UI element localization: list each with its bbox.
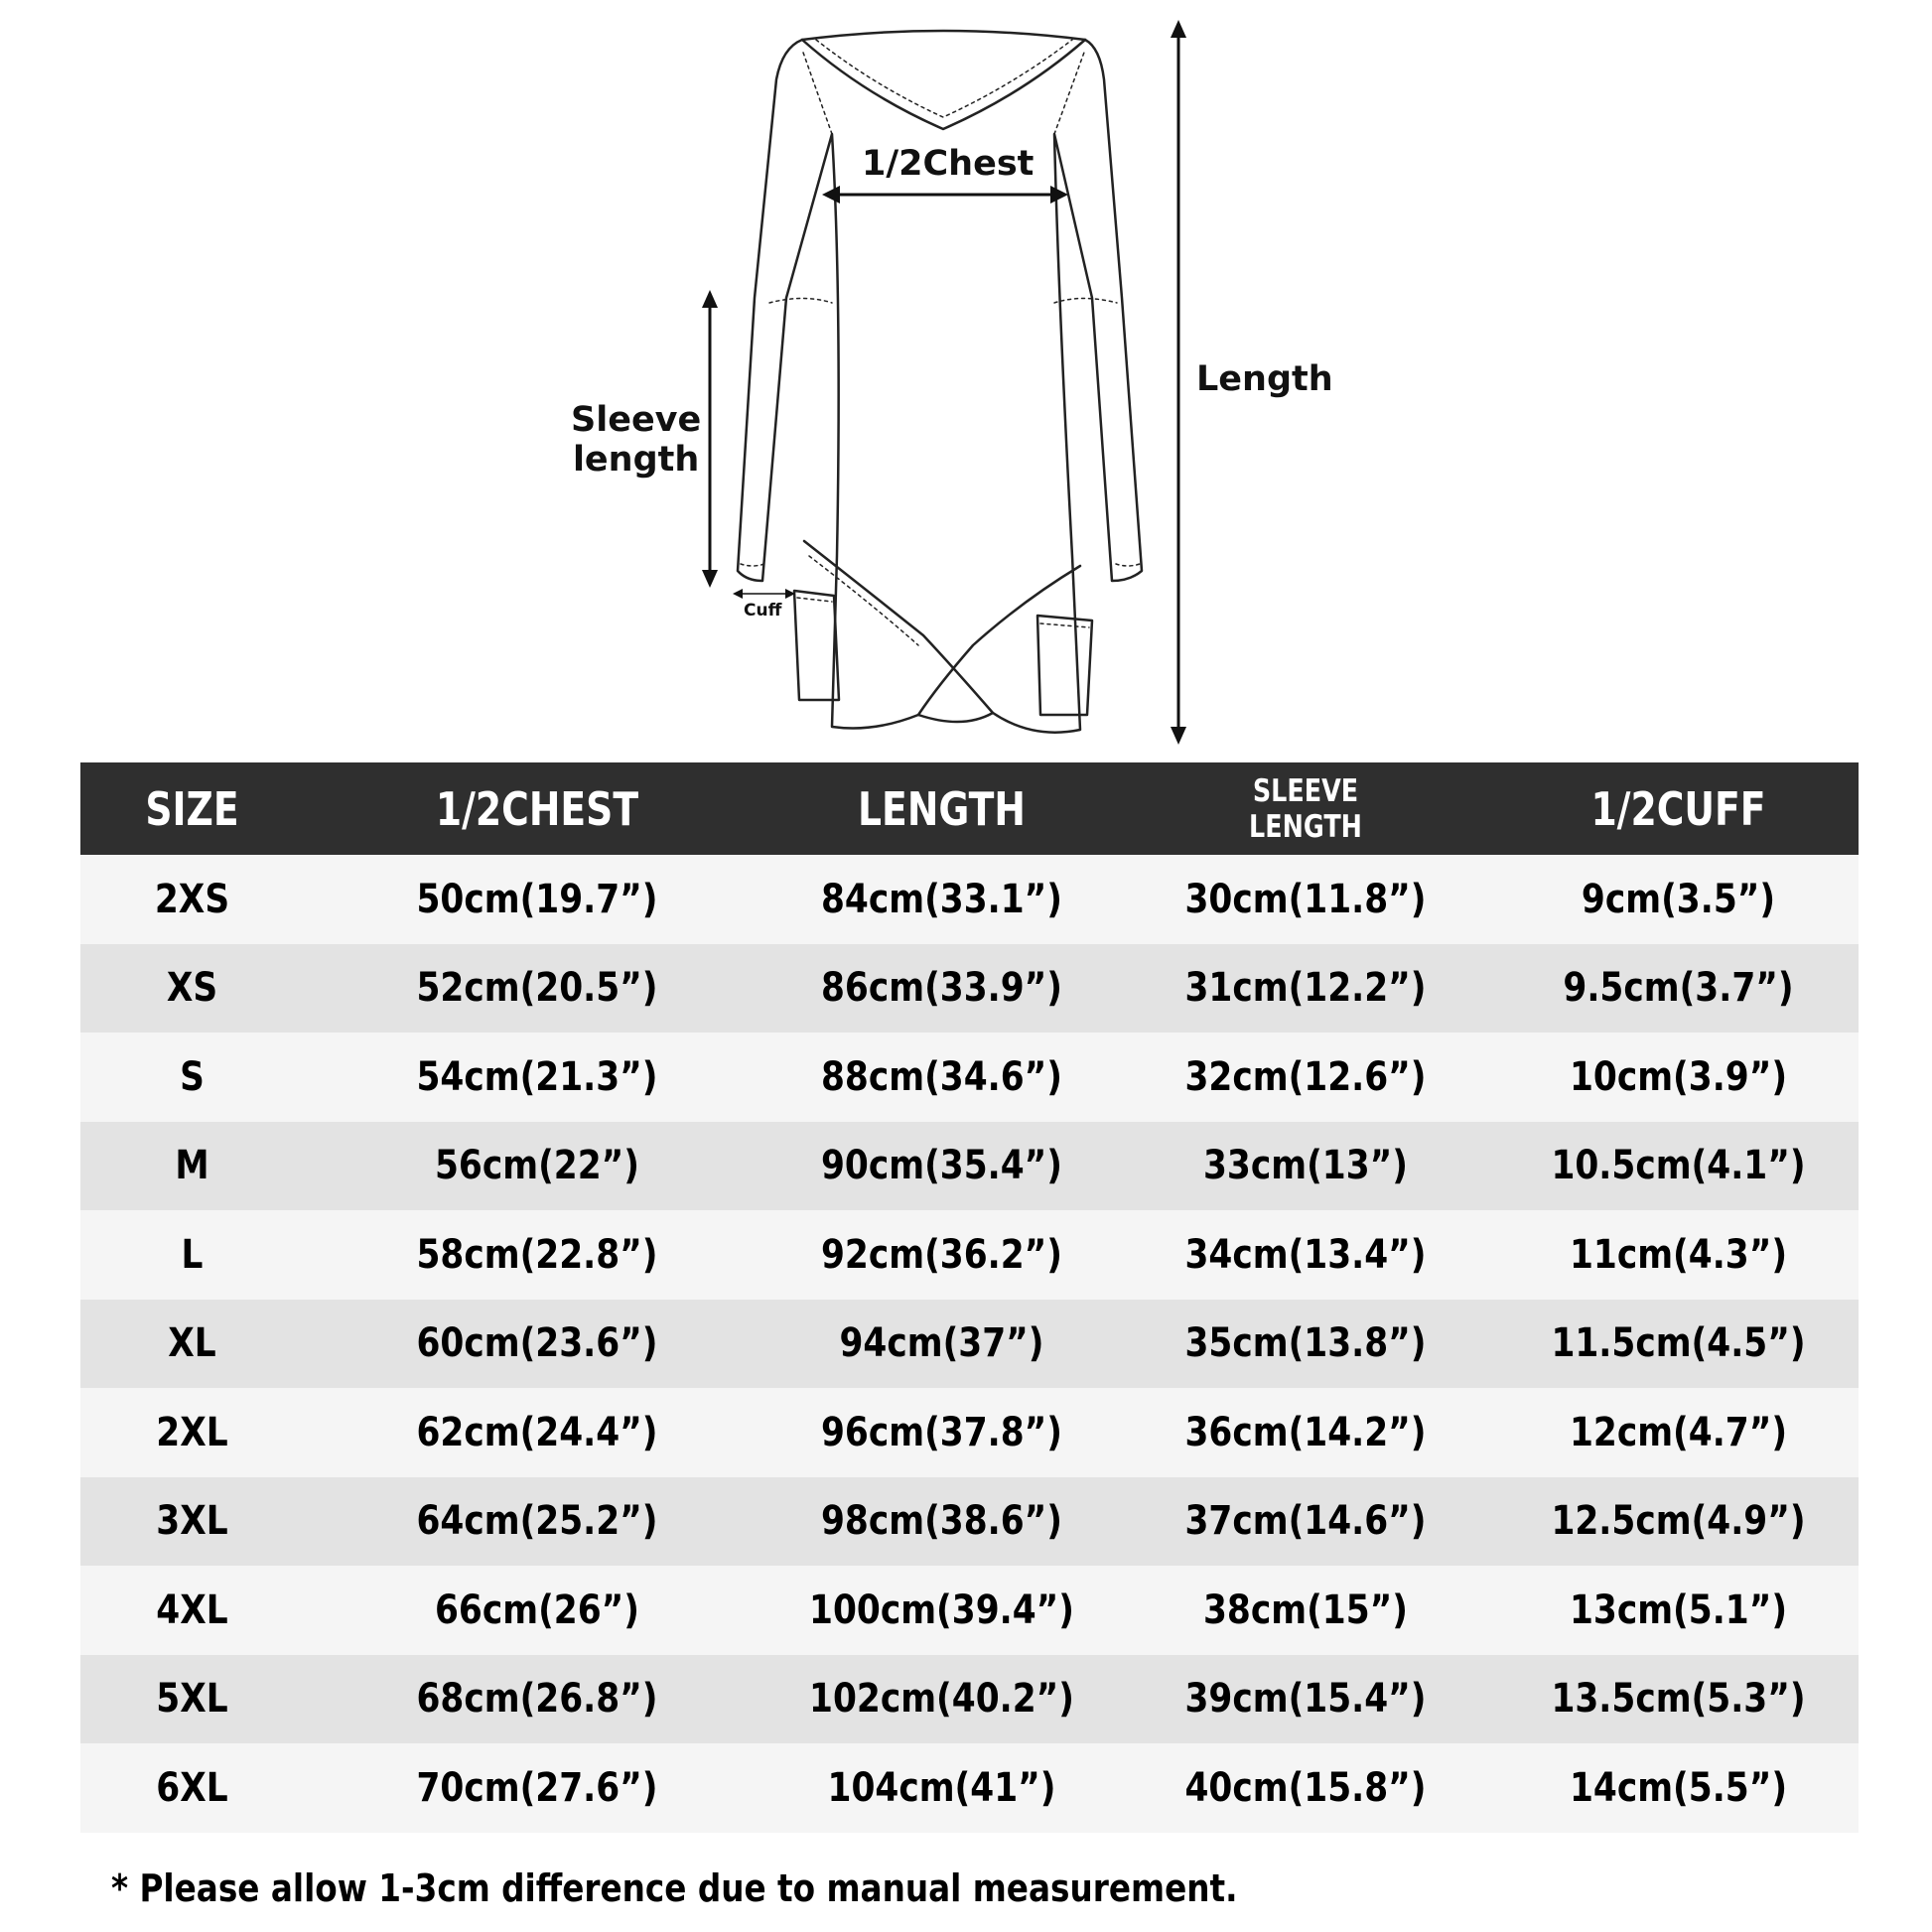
measurement-cell: 68cm(26.8”) <box>416 1676 658 1723</box>
measurement-cell: 60cm(23.6”) <box>416 1320 658 1367</box>
measurement-cell: 9.5cm(3.7”) <box>1563 965 1794 1012</box>
measurement-cell: 94cm(37”) <box>839 1320 1044 1367</box>
size-cell: XS <box>166 965 218 1012</box>
measurement-cell: 31cm(12.2”) <box>1184 965 1427 1012</box>
measurement-cell: 35cm(13.8”) <box>1184 1320 1427 1367</box>
header-half-cuff: 1/2CUFF <box>1590 781 1766 836</box>
measurement-cell: 12.5cm(4.9”) <box>1551 1498 1806 1545</box>
sleeve-length-label <box>571 400 701 480</box>
measurement-cell: 39cm(15.4”) <box>1184 1676 1427 1723</box>
measurement-cell: 98cm(38.6”) <box>820 1498 1063 1545</box>
measurement-cell: 34cm(13.4”) <box>1184 1231 1427 1278</box>
size-cell: 6XL <box>156 1764 228 1811</box>
size-cell: L <box>181 1231 204 1278</box>
measurement-cell: 36cm(14.2”) <box>1184 1409 1427 1455</box>
measurement-cell: 11cm(4.3”) <box>1569 1231 1788 1278</box>
table-row <box>80 1033 1859 1122</box>
measurement-cell: 37cm(14.6”) <box>1184 1498 1427 1545</box>
measurement-cell: 100cm(39.4”) <box>809 1587 1074 1633</box>
size-cell: S <box>180 1053 205 1100</box>
measurement-cell: 84cm(33.1”) <box>820 876 1063 922</box>
measurement-cell: 104cm(41”) <box>827 1764 1056 1811</box>
header-sleeve-line2: LENGTH <box>1249 808 1362 845</box>
measurement-cell: 92cm(36.2”) <box>820 1231 1063 1278</box>
dress-outline-drawing <box>0 0 1932 755</box>
header-half-chest: 1/2CHEST <box>435 781 639 836</box>
size-cell: 3XL <box>156 1498 228 1545</box>
measurement-cell: 90cm(35.4”) <box>820 1143 1063 1189</box>
table-row <box>80 1388 1859 1477</box>
measurement-cell: 88cm(34.6”) <box>820 1053 1063 1100</box>
table-header-row <box>80 762 1859 855</box>
measurement-cell: 10.5cm(4.1”) <box>1551 1143 1806 1189</box>
measurement-cell: 30cm(11.8”) <box>1184 876 1427 922</box>
measurement-cell: 13cm(5.1”) <box>1569 1587 1788 1633</box>
header-size: SIZE <box>145 781 239 836</box>
table-row <box>80 1743 1859 1833</box>
measurement-cell: 38cm(15”) <box>1202 1587 1409 1633</box>
size-chart-table <box>80 762 1859 1833</box>
table-row <box>80 1300 1859 1389</box>
cuff-label: Cuff <box>744 601 782 621</box>
measurement-cell: 32cm(12.6”) <box>1184 1053 1427 1100</box>
measurement-cell: 50cm(19.7”) <box>416 876 658 922</box>
measurement-cell: 13.5cm(5.3”) <box>1551 1676 1806 1723</box>
measurement-cell: 62cm(24.4”) <box>416 1409 658 1455</box>
table-row <box>80 1655 1859 1744</box>
measurement-cell: 11.5cm(4.5”) <box>1551 1320 1806 1367</box>
measurement-cell: 9cm(3.5”) <box>1581 876 1776 922</box>
measurement-cell: 66cm(26”) <box>434 1587 640 1633</box>
measurement-cell: 56cm(22”) <box>434 1143 640 1189</box>
header-sleeve-length <box>1148 762 1463 855</box>
size-cell: 4XL <box>156 1587 228 1633</box>
size-cell: M <box>175 1143 209 1189</box>
table-row <box>80 944 1859 1034</box>
chest-label: 1/2Chest <box>862 144 1035 184</box>
table-row <box>80 1566 1859 1655</box>
measurement-cell: 12cm(4.7”) <box>1569 1409 1788 1455</box>
measurement-cell: 102cm(40.2”) <box>809 1676 1074 1723</box>
measurement-cell: 52cm(20.5”) <box>416 965 658 1012</box>
table-body <box>80 855 1859 1833</box>
measurement-cell: 86cm(33.9”) <box>820 965 1063 1012</box>
table-row <box>80 1477 1859 1567</box>
measurement-cell: 70cm(27.6”) <box>416 1764 658 1811</box>
table-row <box>80 1122 1859 1211</box>
measurement-cell: 40cm(15.8”) <box>1184 1764 1427 1811</box>
header-length: LENGTH <box>858 781 1026 836</box>
header-sleeve-line1: SLEEVE <box>1252 772 1359 809</box>
measurement-cell: 54cm(21.3”) <box>416 1053 658 1100</box>
measurement-cell: 96cm(37.8”) <box>820 1409 1063 1455</box>
sleeve-label-line2: length <box>572 440 700 480</box>
size-cell: XL <box>168 1320 216 1367</box>
size-cell: 2XL <box>156 1409 228 1455</box>
length-label: Length <box>1196 359 1333 399</box>
size-cell: 5XL <box>156 1676 228 1723</box>
measurement-cell: 14cm(5.5”) <box>1569 1764 1788 1811</box>
measurement-cell: 64cm(25.2”) <box>416 1498 658 1545</box>
measurement-cell: 33cm(13”) <box>1202 1143 1409 1189</box>
measurement-note: * Please allow 1-3cm difference due to manual measurement. <box>111 1866 1238 1910</box>
table-row <box>80 855 1859 944</box>
sleeve-label-line1: Sleeve <box>571 400 702 440</box>
garment-diagram <box>0 0 1932 755</box>
table-row <box>80 1210 1859 1300</box>
measurement-cell: 10cm(3.9”) <box>1569 1053 1788 1100</box>
size-cell: 2XS <box>154 876 230 922</box>
measurement-cell: 58cm(22.8”) <box>416 1231 658 1278</box>
